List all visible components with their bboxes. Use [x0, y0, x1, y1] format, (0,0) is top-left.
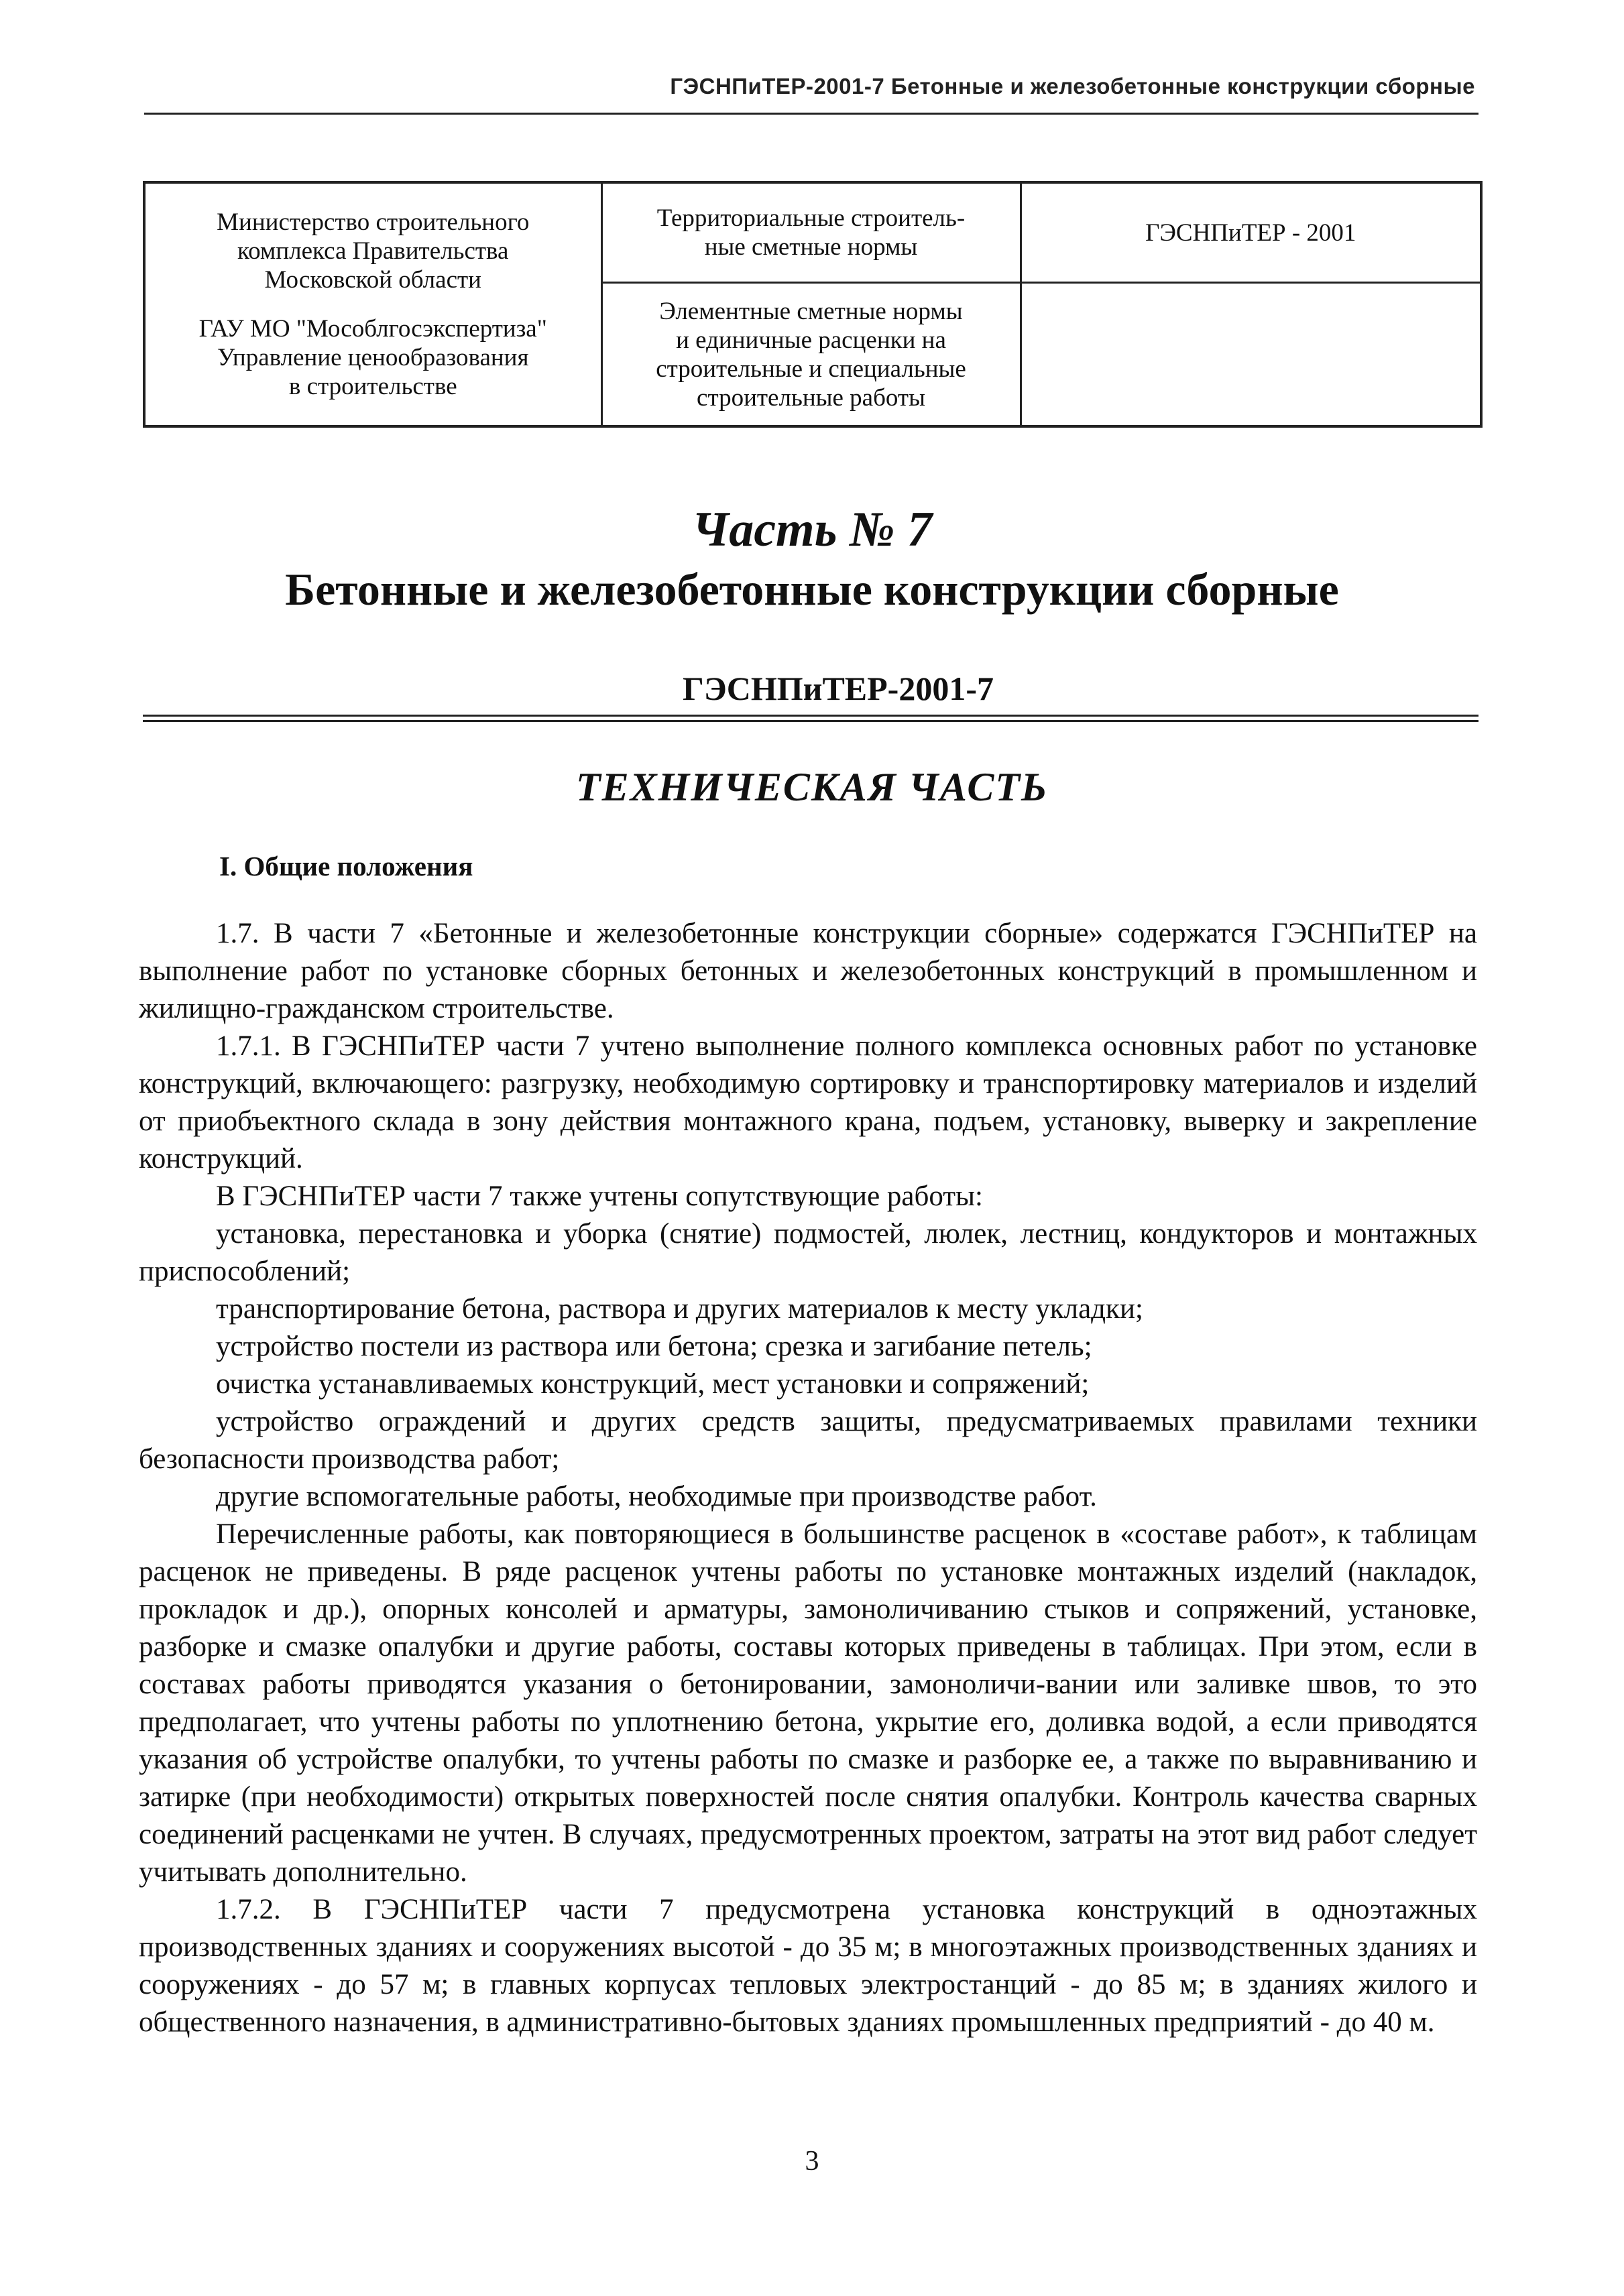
body-text: [139, 915, 1477, 2041]
page-number: 3: [805, 2146, 819, 2177]
norm-subtype-line: строительные и специальные: [656, 355, 966, 383]
norm-subtype-cell: [601, 283, 1021, 427]
header-table: [143, 181, 1483, 428]
org-line: комплекса Правительства: [237, 237, 509, 265]
norm-code: ГЭСНПиТЕР - 2001: [1145, 219, 1356, 247]
section-heading: I. Общие положения: [219, 851, 473, 882]
list-item: устройство постели из раствора или бетона; срезка и загибание петель;: [216, 1331, 1092, 1362]
document-code: ГЭСНПиТЕР-2001-7: [683, 670, 994, 707]
org-line: Министерство строительного: [217, 208, 530, 236]
paragraph: 1.7.2. В ГЭСНПиТЕР части 7 предусмотрена установка конструкций в одноэтажных производственных зданиях и сооружениях высотой - до 35 м; в многоэтажных производственных зданиях и сооружениях - до 57 м; в главных корпусах тепловых электростанций - до 85 м; в зданиях жилого и общественного назначения, в административно-бытовых зданиях промышленных предприятий - до 40 м.: [139, 1894, 1477, 2038]
org-line: ГАУ МО "Мособлгосэкспертиза": [198, 315, 547, 343]
paragraph: В ГЭСНПиТЕР части 7 также учтены сопутствующие работы:: [216, 1181, 983, 1212]
divider-rule-bottom: [143, 720, 1478, 722]
list-item: транспортирование бетона, раствора и других материалов к месту укладки;: [216, 1293, 1143, 1325]
norm-code-cell: [1021, 182, 1481, 283]
running-header-rule: [144, 113, 1478, 115]
org-line: Московской области: [264, 266, 481, 294]
empty-cell: [1021, 283, 1481, 427]
org-line: Управление ценообразования: [217, 344, 529, 371]
issuing-organization-cell: [144, 182, 601, 426]
list-item: другие вспомогательные работы, необходимые при производстве работ.: [216, 1481, 1097, 1512]
norm-subtype-line: строительные работы: [697, 383, 925, 412]
norm-type-line: Территориальные строитель-: [656, 204, 966, 232]
paragraph: 1.7. В части 7 «Бетонные и железобетонные конструкции сборные» содержатся ГЭСНПиТЕР на выполнение работ по установке сборных бетонных и железобетонных конструкций в промышленном и жилищно-гражданском строительстве.: [139, 918, 1477, 1024]
tech-part-heading: ТЕХНИЧЕСКАЯ ЧАСТЬ: [575, 765, 1049, 809]
divider-rule-top: [143, 715, 1478, 717]
list-item: устройство ограждений и других средств защиты, предусматриваемых правилами техники безопасности производства работ;: [139, 1406, 1477, 1475]
running-header: ГЭСНПиТЕР-2001-7 Бетонные и железобетонные конструкции сборные: [670, 74, 1475, 99]
norm-type-cell: [601, 182, 1021, 283]
norm-subtype-line: Элементные сметные нормы: [659, 297, 963, 325]
part-number: Часть № 7: [691, 502, 933, 557]
norm-subtype-line: и единичные расценки на: [676, 326, 946, 354]
part-title: Бетонные и железобетонные конструкции сборные: [285, 564, 1339, 615]
norm-type-line: ные сметные нормы: [704, 233, 918, 261]
list-item: очистка устанавливаемых конструкций, мест установки и сопряжений;: [216, 1368, 1090, 1400]
paragraph: Перечисленные работы, как повторяющиеся в большинстве расценок в «составе работ», к таблицам расценок не приведены. В ряде расценок учтены работы по установке монтажных изделий (накладок, прокладок и др.), опорных консолей и арматуры, замоноличиванию стыков и сопряжений, установке, разборке и смазке опалубки и другие работы, составы которых приведены в таблицах. При этом, если в составах работы приводятся указания о бетонировании, замоноличи-вании или заливке швов, то это предполагает, что учтены работы по уплотнению бетона, укрытие его, доливка водой, а если приводятся указания об устройстве опалубки, то учтены работы по смазке и разборке ее, а также по выравниванию и затирке (при необходимости) открытых поверхностей после снятия опалубки. Контроль качества сварных соединений расценками не учтен. В случаях, предусмотренных проектом, затраты на этот вид работ следует учитывать дополнительно.: [139, 1518, 1477, 1888]
paragraph: 1.7.1. В ГЭСНПиТЕР части 7 учтено выполнение полного комплекса основных работ по установке конструкций, включающего: разгрузку, необходимую сортировку и транспортировку материалов и изделий от приобъектного склада в зону действия монтажного крана, подъем, установку, выверку и закрепление конструкций.: [139, 1030, 1477, 1174]
org-line: в строительстве: [288, 373, 457, 400]
list-item: установка, перестановка и уборка (снятие) подмостей, люлек, лестниц, кондукторов и монтажных приспособлений;: [139, 1218, 1477, 1287]
